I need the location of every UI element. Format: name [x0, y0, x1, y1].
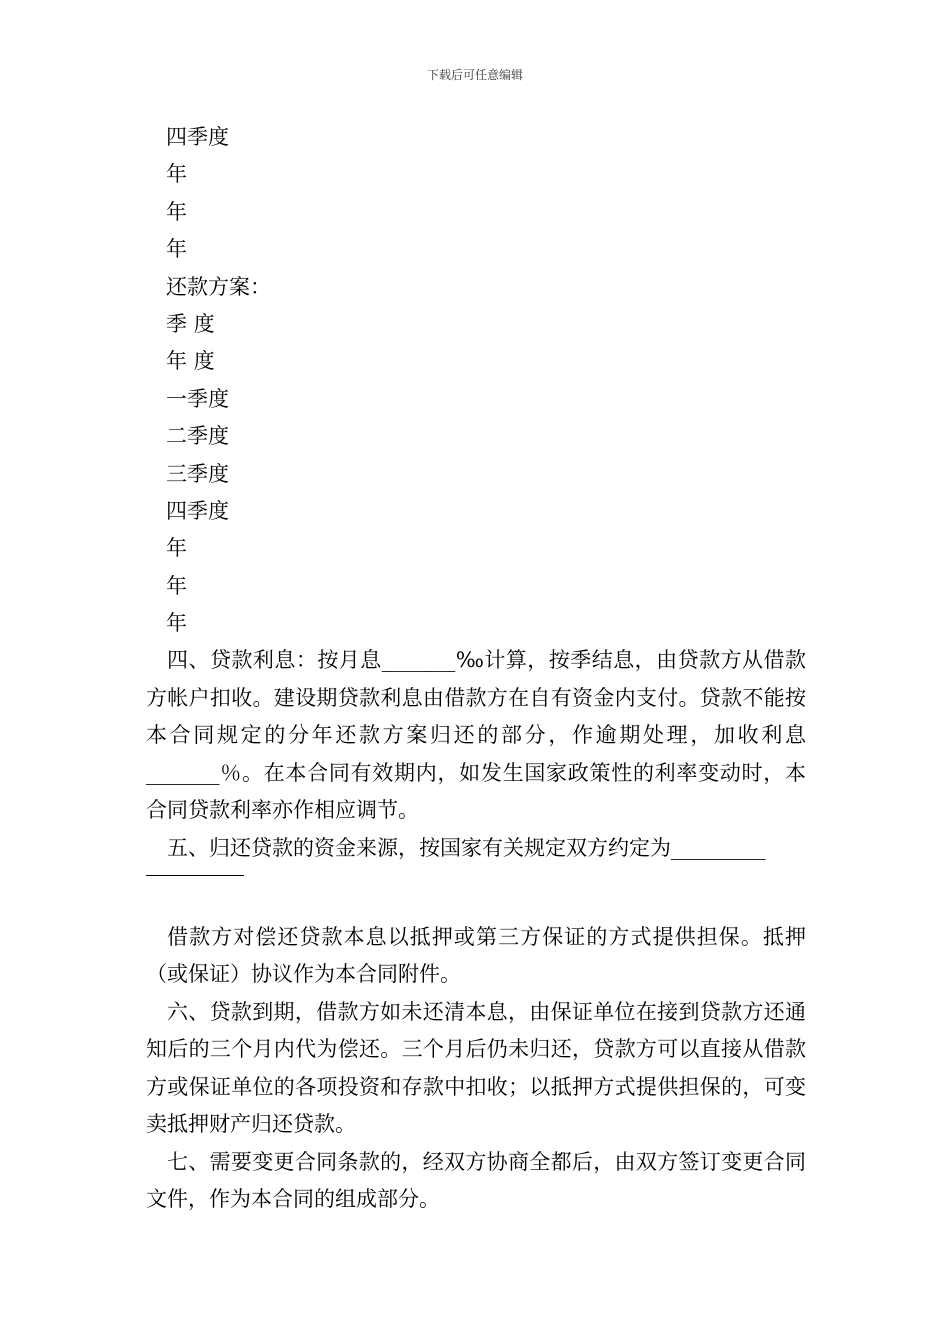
list-item: 二季度 [166, 424, 229, 449]
clause-4-interest: 四、贷款利息：按月息_______‰计算，按季结息，由贷款方从借款方帐户扣收。建设期贷款利息由借款方在自有资金内支付。贷款不能按本合同规定的分年还款方案归还的部分，作逾期处理，加收利息_______％。在本合同有效期内，如发生国家政策性的利率变动时，本合同贷款利率亦作相应调节。 [146, 648, 806, 822]
clause-7-amendment: 七、需要变更合同条款的，经双方协商全都后，由双方签订变更合同文件，作为本合同的组成部分。 [146, 1149, 806, 1211]
list-item: 年 [166, 536, 187, 561]
list-item: 年 [166, 199, 187, 224]
list-item: 三季度 [166, 461, 229, 486]
page-header-note: 下载后可任意编辑 [426, 68, 523, 82]
list-item: 年 [166, 237, 187, 262]
contract-body [146, 642, 806, 1219]
repayment-plan-heading: 还款方案： [166, 274, 271, 299]
clause-5-repayment-source: 五、归还贷款的资金来源，按国家有关规定双方约定为_________ [167, 835, 766, 860]
list-item: 季 度 [166, 311, 215, 336]
list-item: 一季度 [166, 386, 229, 411]
list-item: 年 [166, 162, 187, 187]
list-item: 年 度 [166, 349, 215, 374]
list-item: 年 [166, 611, 187, 636]
list-item: 四季度 [166, 498, 229, 523]
clause-5-guarantee: 借款方对偿还贷款本息以抵押或第三方保证的方式提供担保。抵押（或保证）协议作为本合同附件。 [146, 924, 806, 986]
repayment-schedule-list [166, 122, 271, 645]
list-item: 年 [166, 573, 187, 598]
clause-6-overdue: 六、贷款到期，借款方如未还清本息，由保证单位在接到贷款方还通知后的三个月内代为偿还。三个月后仍未归还，贷款方可以直接从借款方或保证单位的各项投资和存款中扣收；以抵押方式提供担保的，可变卖抵押财产归还贷款。 [146, 999, 806, 1136]
list-item: 四季度 [166, 125, 229, 149]
fill-in-blank-line [146, 867, 806, 905]
